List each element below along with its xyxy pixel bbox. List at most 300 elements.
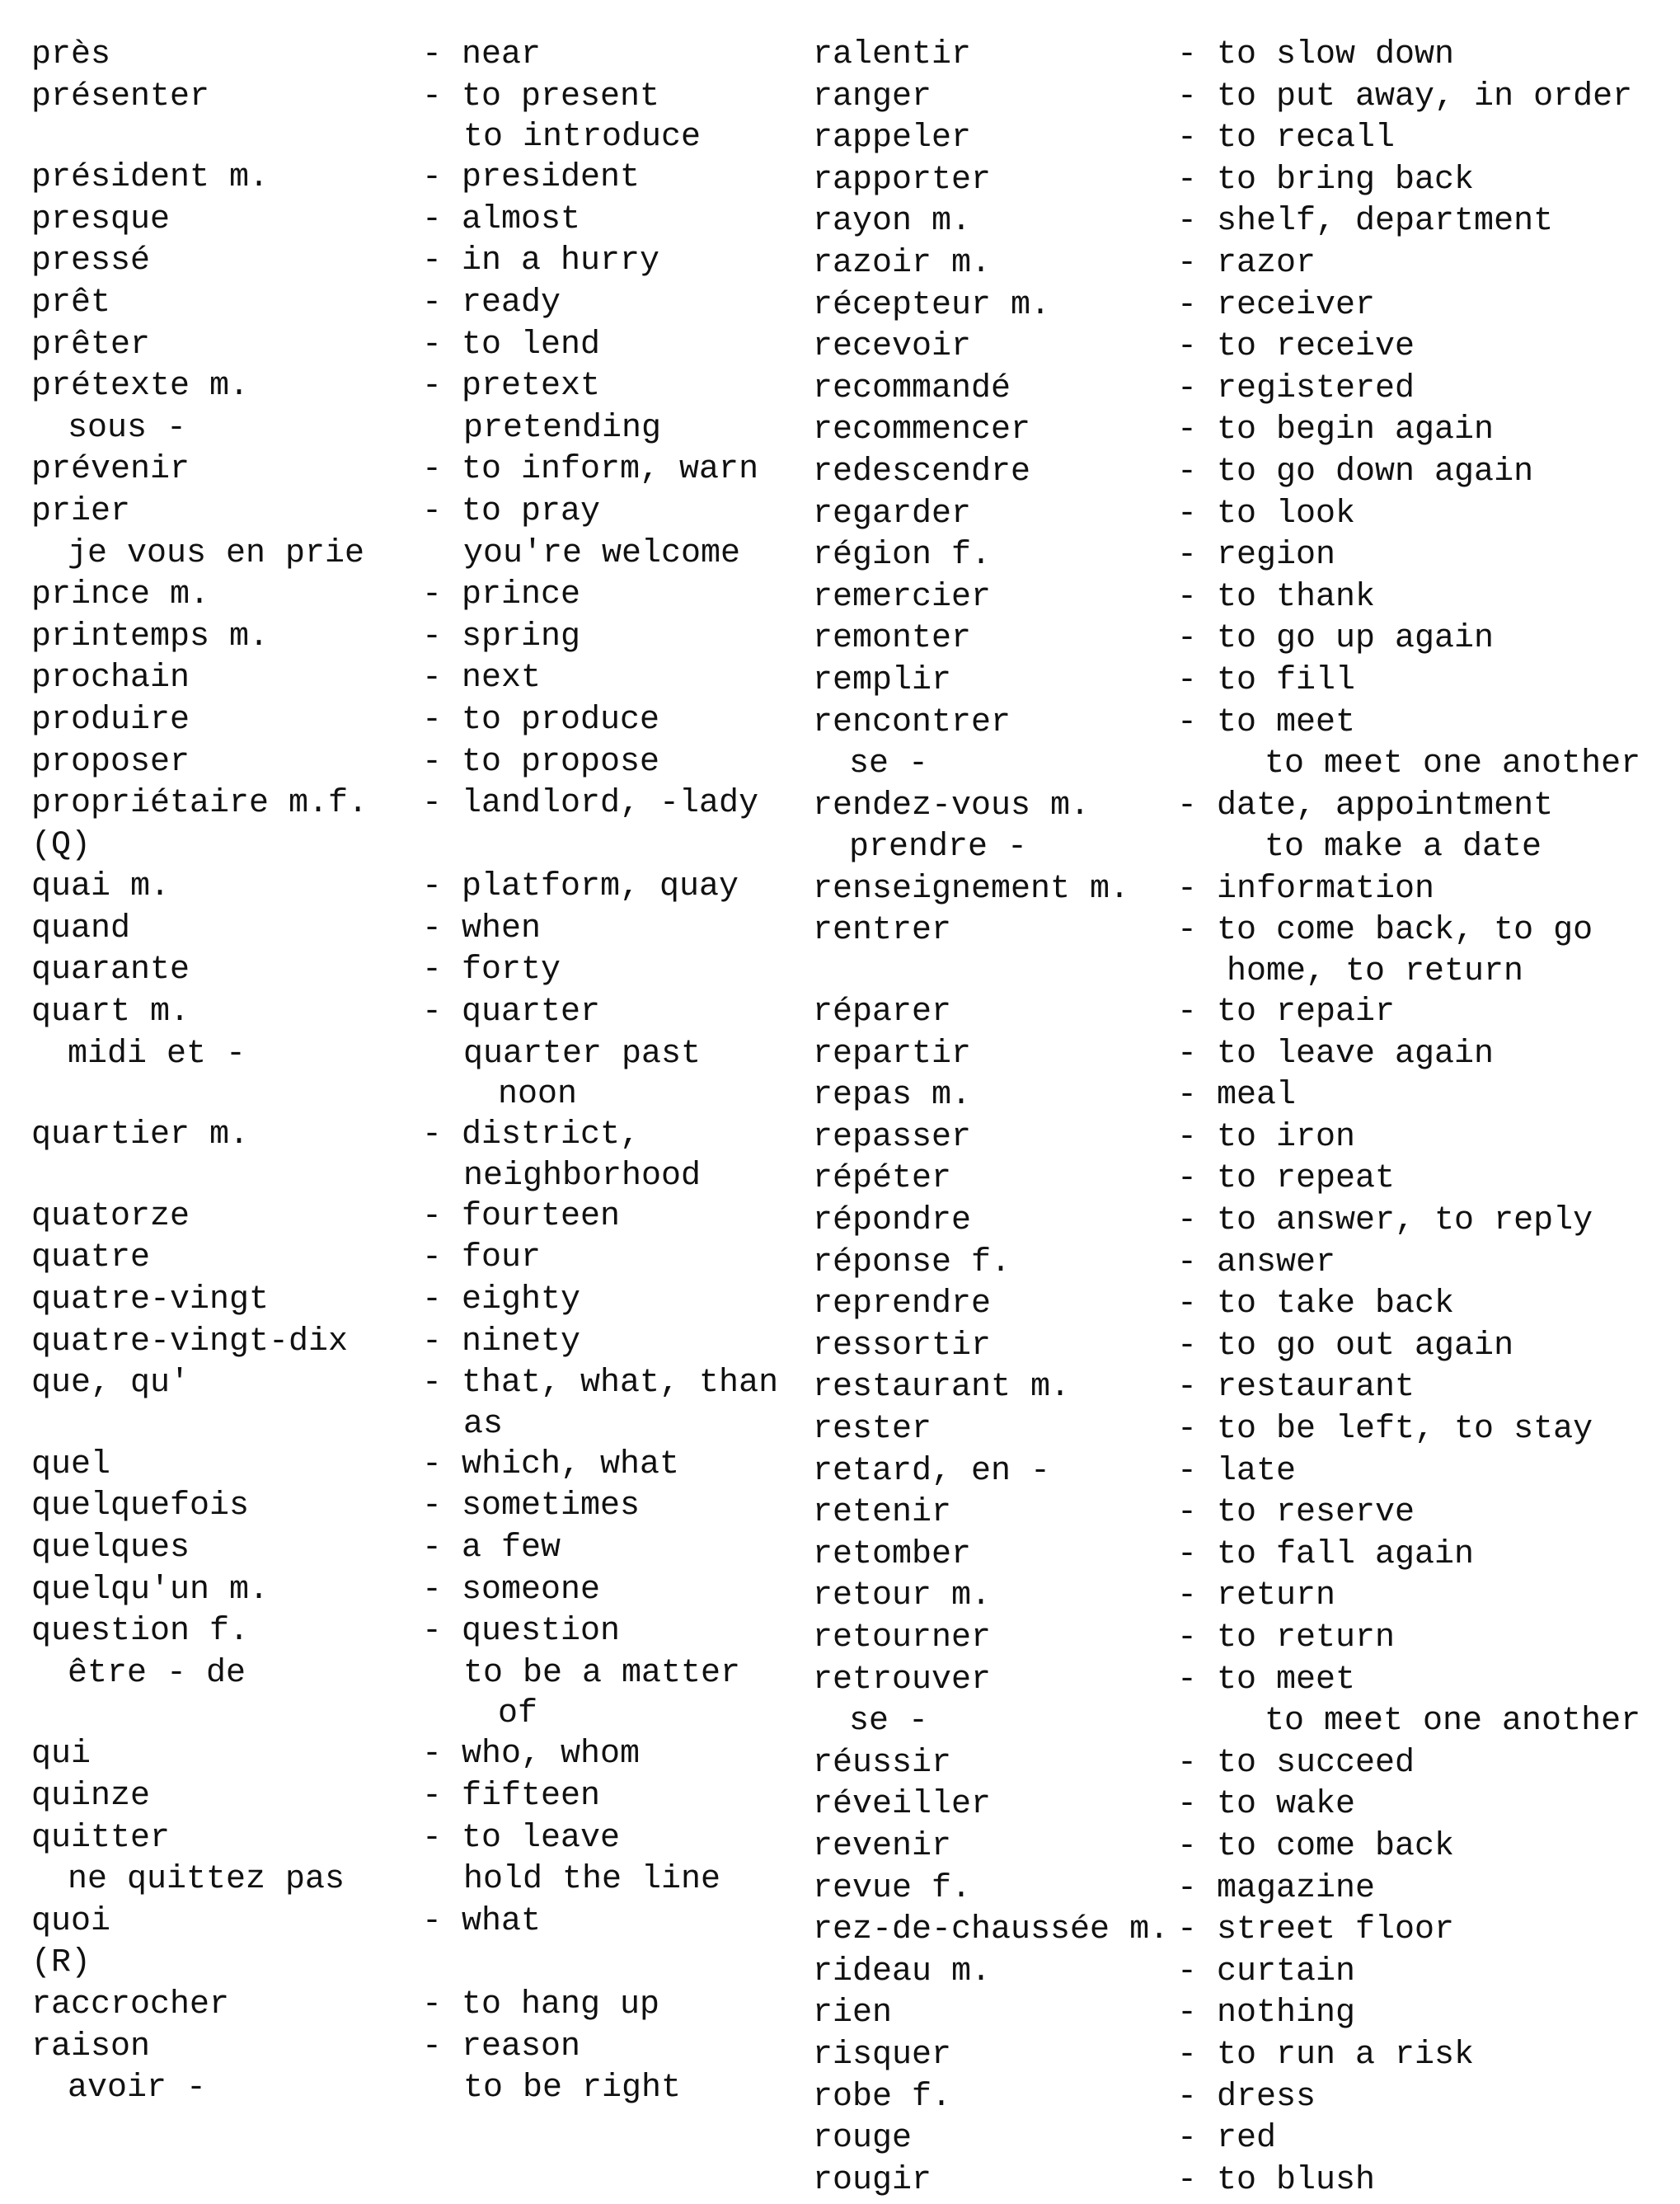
- french-term: raccrocher: [31, 1985, 230, 2023]
- french-term: redescendre: [813, 453, 1031, 491]
- french-term: sous -: [68, 409, 187, 447]
- english-translation: - district,: [422, 1116, 641, 1154]
- vocab-entry: [31, 1322, 856, 1364]
- french-term: quartier m.: [31, 1116, 250, 1154]
- vocab-entry: [813, 618, 1637, 660]
- french-term: rouge: [813, 2120, 913, 2158]
- english-translation: - red: [1177, 2120, 1277, 2158]
- vocab-entry: [31, 1818, 856, 1860]
- vocab-entry: [813, 410, 1637, 452]
- vocab-entry: [813, 2077, 1637, 2119]
- vocab-entry: [813, 910, 1637, 952]
- vocab-entry: [31, 1115, 856, 1157]
- vocab-entry: [813, 1117, 1637, 1159]
- french-term: répéter: [813, 1160, 952, 1198]
- english-translation: - fifteen: [422, 1777, 601, 1815]
- french-term: avoir -: [68, 2070, 207, 2108]
- english-translation: - return: [1177, 1577, 1336, 1615]
- vocab-entry: [31, 449, 856, 491]
- english-translation: - ready: [422, 284, 561, 322]
- english-translation: - near: [422, 36, 542, 73]
- english-translation: to meet one another: [1265, 745, 1641, 783]
- vocab-entry: [813, 1618, 1637, 1660]
- french-term: retenir: [813, 1494, 952, 1532]
- vocab-entry: [813, 327, 1637, 369]
- english-translation: - a few: [422, 1530, 561, 1567]
- vocab-entry: [31, 491, 856, 533]
- vocab-entry: [813, 1075, 1637, 1117]
- english-translation: of: [498, 1695, 538, 1733]
- french-term: regarder: [813, 495, 972, 533]
- vocab-entry: [813, 1158, 1637, 1201]
- vocab-entry: [813, 992, 1637, 1034]
- french-term: quel: [31, 1445, 111, 1483]
- english-translation: - razor: [1177, 244, 1316, 282]
- english-translation: - to bring back: [1177, 161, 1475, 199]
- french-term: quelquefois: [31, 1487, 250, 1525]
- english-translation: - pretext: [422, 368, 601, 406]
- french-term: quarante: [31, 952, 190, 989]
- vocab-entry: [813, 869, 1637, 911]
- french-term: présenter: [31, 78, 210, 115]
- english-translation: - to wake: [1177, 1786, 1356, 1824]
- english-translation: - four: [422, 1239, 542, 1277]
- section-heading: [31, 1943, 856, 1985]
- vocab-entry: [813, 1701, 1641, 1743]
- french-term: rayon m.: [813, 203, 972, 241]
- french-term: prendre -: [849, 829, 1028, 867]
- french-term: ne quittez pas: [68, 1861, 345, 1899]
- french-term: pressé: [31, 242, 151, 280]
- english-translation: - to leave: [422, 1819, 621, 1857]
- french-term: retourner: [813, 1619, 992, 1657]
- english-translation: neighborhood: [463, 1157, 702, 1195]
- english-translation: you're welcome: [463, 534, 741, 572]
- english-translation: - receiver: [1177, 286, 1376, 324]
- french-term: prétexte m.: [31, 368, 250, 406]
- french-term: quelqu'un m.: [31, 1571, 270, 1609]
- english-translation: - to go up again: [1177, 620, 1495, 658]
- english-translation: - to receive: [1177, 328, 1415, 366]
- vocab-entry: [31, 950, 856, 992]
- vocab-entry: [31, 1570, 856, 1612]
- vocab-entry: [31, 867, 856, 909]
- french-term: ralentir: [813, 36, 972, 73]
- vocab-entry: [813, 1534, 1637, 1577]
- french-term: se -: [849, 1703, 929, 1741]
- vocab-entry: [813, 577, 1637, 619]
- french-term: raison: [31, 2028, 151, 2065]
- french-term: recommandé: [813, 369, 1011, 407]
- vocab-entry: [813, 2035, 1637, 2077]
- english-translation: - to lend: [422, 326, 601, 364]
- vocab-entry: [813, 660, 1637, 703]
- vocab-entry: [31, 1363, 856, 1405]
- vocab-entry: [813, 1826, 1637, 1868]
- vocab-entry: [813, 744, 1641, 786]
- french-term: remplir: [813, 661, 952, 699]
- french-term: quinze: [31, 1777, 151, 1815]
- vocab-entry: [31, 1445, 856, 1487]
- english-translation: to be right: [463, 2070, 682, 2108]
- english-translation: quarter past: [463, 1035, 702, 1073]
- vocab-entry: [813, 201, 1637, 243]
- english-translation: - to come back, to go: [1177, 912, 1593, 950]
- french-term: (R): [31, 1944, 92, 1982]
- vocab-entry: [31, 2027, 856, 2069]
- english-translation: - to go down again: [1177, 453, 1534, 491]
- french-term: répondre: [813, 1202, 972, 1240]
- french-term: quart m.: [31, 994, 190, 1032]
- vocab-entry: [813, 1201, 1637, 1243]
- vocab-entry: [31, 658, 856, 700]
- english-translation: - to go out again: [1177, 1327, 1514, 1365]
- vocab-entry: [31, 1196, 856, 1238]
- english-translation: - to inform, warn: [422, 451, 759, 489]
- french-term: robe f.: [813, 2078, 952, 2116]
- english-translation: - to repair: [1177, 994, 1396, 1032]
- french-term: ressortir: [813, 1327, 992, 1365]
- english-translation: to be a matter: [463, 1654, 741, 1692]
- vocab-entry: [813, 1451, 1637, 1493]
- english-translation: - to slow down: [1177, 36, 1455, 73]
- english-translation: to meet one another: [1265, 1703, 1641, 1741]
- english-translation: as: [463, 1405, 504, 1443]
- english-translation: - question: [422, 1613, 621, 1651]
- left-column: [31, 35, 856, 2110]
- english-translation: - prince: [422, 576, 581, 614]
- french-term: réparer: [813, 994, 952, 1032]
- vocab-entry: [31, 77, 856, 119]
- english-translation: - street floor: [1177, 1911, 1455, 1949]
- french-term: remercier: [813, 578, 992, 616]
- english-translation: - to come back: [1177, 1827, 1455, 1865]
- french-term: rester: [813, 1411, 932, 1448]
- french-term: midi et -: [68, 1035, 246, 1073]
- vocab-entry: [813, 1784, 1637, 1826]
- french-term: question f.: [31, 1613, 250, 1651]
- french-term: quai m.: [31, 868, 171, 906]
- english-translation: - almost: [422, 200, 581, 238]
- english-translation: - dress: [1177, 2078, 1316, 2116]
- english-translation: - to produce: [422, 701, 660, 739]
- english-translation: - to answer, to reply: [1177, 1202, 1593, 1240]
- english-translation: - quarter: [422, 994, 601, 1032]
- vocab-entry: [31, 1486, 856, 1528]
- english-translation: - to blush: [1177, 2161, 1376, 2199]
- english-translation: - forty: [422, 952, 561, 989]
- vocab-entry: [813, 1868, 1637, 1910]
- vocab-entry: [813, 535, 1637, 577]
- english-translation: - to pray: [422, 492, 601, 530]
- vocab-entry: [31, 2068, 856, 2110]
- english-translation: - region: [1177, 537, 1336, 575]
- french-term: rappeler: [813, 120, 972, 157]
- vocab-entry: [813, 2118, 1637, 2160]
- english-translation: - information: [1177, 870, 1435, 908]
- vocab-entry: [813, 77, 1637, 119]
- vocab-entry: [813, 35, 1637, 77]
- french-term: recevoir: [813, 328, 972, 366]
- vocab-entry: [31, 1901, 856, 1943]
- vocab-entry: [31, 1528, 856, 1570]
- french-term: repartir: [813, 1035, 972, 1073]
- vocab-entry: [31, 1653, 856, 1695]
- vocab-entry: [813, 1743, 1637, 1785]
- english-translation: - to return: [1177, 1619, 1396, 1657]
- french-term: produire: [31, 701, 190, 739]
- english-translation: - magazine: [1177, 1869, 1376, 1907]
- english-translation: - that, what, than: [422, 1365, 779, 1403]
- french-term: razoir m.: [813, 244, 992, 282]
- vocab-entry: [813, 952, 1637, 992]
- vocab-entry: [813, 1243, 1637, 1285]
- french-term: réveiller: [813, 1786, 992, 1824]
- english-translation: - next: [422, 660, 542, 698]
- english-translation: to make a date: [1265, 829, 1542, 867]
- english-translation: - landlord, -lady: [422, 785, 759, 823]
- french-term: rencontrer: [813, 703, 1011, 741]
- vocab-entry: [813, 786, 1637, 828]
- french-term: quitter: [31, 1819, 171, 1857]
- english-translation: - spring: [422, 618, 581, 656]
- french-term: remonter: [813, 620, 972, 658]
- french-term: prévenir: [31, 451, 190, 489]
- english-translation: - what: [422, 1902, 542, 1940]
- french-term: rentrer: [813, 912, 952, 950]
- english-translation: - which, what: [422, 1445, 680, 1483]
- french-term: prochain: [31, 660, 190, 698]
- vocab-entry: [31, 1734, 856, 1776]
- vocab-entry: [31, 742, 856, 784]
- french-term: prêt: [31, 284, 111, 322]
- french-term: prince m.: [31, 576, 210, 614]
- english-translation: - to thank: [1177, 578, 1376, 616]
- french-term: récepteur m.: [813, 286, 1051, 324]
- english-translation: - answer: [1177, 1243, 1336, 1281]
- vocab-entry: [813, 1952, 1637, 1994]
- french-term: rien: [813, 1995, 893, 2032]
- french-term: rougir: [813, 2161, 932, 2199]
- english-translation: - meal: [1177, 1077, 1297, 1115]
- french-term: se -: [849, 745, 929, 783]
- right-column: [813, 35, 1641, 2202]
- vocab-entry: [31, 325, 856, 367]
- french-term: retomber: [813, 1535, 972, 1573]
- english-translation: - fourteen: [422, 1197, 621, 1235]
- vocab-entry: [813, 1993, 1637, 2035]
- french-term: retour m.: [813, 1577, 992, 1615]
- french-term: je vous en prie: [68, 534, 365, 572]
- vocab-entry: [31, 118, 856, 157]
- english-translation: hold the line: [463, 1861, 721, 1899]
- english-translation: to introduce: [463, 119, 702, 157]
- vocab-entry: [31, 700, 856, 742]
- french-term: printemps m.: [31, 618, 270, 656]
- french-term: reprendre: [813, 1285, 992, 1323]
- vocab-entry: [31, 1034, 856, 1076]
- vocab-entry: [813, 2160, 1637, 2202]
- english-translation: - to hang up: [422, 1985, 660, 2023]
- vocab-entry: [31, 575, 856, 617]
- french-term: (Q): [31, 826, 92, 864]
- english-translation: - to put away, in order: [1177, 78, 1633, 115]
- english-translation: - in a hurry: [422, 242, 660, 280]
- vocab-entry: [31, 1985, 856, 2027]
- vocab-entry: [813, 1326, 1637, 1368]
- english-translation: - reason: [422, 2028, 581, 2065]
- english-translation: - to reserve: [1177, 1494, 1415, 1532]
- english-translation: - when: [422, 909, 542, 947]
- english-translation: - to meet: [1177, 1661, 1356, 1699]
- french-term: quoi: [31, 1902, 111, 1940]
- vocab-entry: [31, 366, 856, 408]
- french-term: repasser: [813, 1118, 972, 1156]
- french-term: que, qu': [31, 1365, 190, 1403]
- english-translation: - registered: [1177, 369, 1415, 407]
- french-term: ranger: [813, 78, 932, 115]
- french-term: renseignement m.: [813, 870, 1130, 908]
- vocab-entry: [813, 1660, 1637, 1702]
- english-translation: - who, whom: [422, 1736, 641, 1774]
- english-translation: - nothing: [1177, 1995, 1356, 2032]
- vocab-entry: [813, 243, 1637, 285]
- english-translation: - ninety: [422, 1323, 581, 1360]
- vocab-entry: [31, 1280, 856, 1322]
- french-term: réussir: [813, 1744, 952, 1782]
- english-translation: pretending: [463, 409, 662, 447]
- english-translation: - eighty: [422, 1281, 581, 1319]
- english-translation: - to succeed: [1177, 1744, 1415, 1782]
- english-translation: - to fall again: [1177, 1535, 1475, 1573]
- vocab-entry: [813, 285, 1637, 327]
- french-term: quatre: [31, 1239, 151, 1277]
- section-heading: [31, 825, 856, 867]
- vocab-entry: [31, 35, 856, 77]
- vocab-entry: [31, 1859, 856, 1901]
- french-term: prier: [31, 492, 131, 530]
- english-translation: - shelf, department: [1177, 203, 1554, 241]
- french-term: repas m.: [813, 1077, 972, 1115]
- english-translation: noon: [498, 1076, 578, 1114]
- french-term: retard, en -: [813, 1452, 1051, 1490]
- english-translation: - restaurant: [1177, 1369, 1415, 1407]
- vocab-entry: [813, 827, 1637, 869]
- english-translation: - sometimes: [422, 1487, 641, 1525]
- vocab-entry: [31, 1776, 856, 1818]
- vocab-entry: [31, 1157, 856, 1196]
- vocab-entry: [813, 1576, 1637, 1618]
- english-translation: - to repeat: [1177, 1160, 1396, 1198]
- vocab-entry: [31, 1405, 856, 1445]
- french-term: rez-de-chaussée m.: [813, 1911, 1170, 1949]
- vocab-entry: [813, 452, 1637, 494]
- vocab-entry: [813, 369, 1637, 411]
- french-term: propriétaire m.f.: [31, 785, 368, 823]
- english-translation: - to take back: [1177, 1285, 1455, 1323]
- vocab-entry: [31, 283, 856, 325]
- english-translation: - curtain: [1177, 1953, 1356, 1990]
- french-term: proposer: [31, 743, 190, 781]
- vocab-entry: [813, 1409, 1637, 1451]
- vocab-entry: [813, 494, 1637, 536]
- english-translation: - to run a risk: [1177, 2036, 1475, 2074]
- english-translation: home, to return: [1227, 953, 1524, 991]
- french-term: recommencer: [813, 411, 1031, 449]
- french-term: revenir: [813, 1827, 952, 1865]
- english-translation: - to fill: [1177, 661, 1356, 699]
- english-translation: - someone: [422, 1571, 601, 1609]
- vocab-entry: [31, 241, 856, 283]
- french-term: quatorze: [31, 1197, 190, 1235]
- vocab-entry: [31, 200, 856, 242]
- vocab-entry: [31, 1238, 856, 1280]
- english-translation: - platform, quay: [422, 868, 739, 906]
- french-term: risquer: [813, 2036, 952, 2074]
- english-translation: - to be left, to stay: [1177, 1411, 1593, 1448]
- english-translation: - to propose: [422, 743, 660, 781]
- vocab-entry: [31, 1075, 856, 1115]
- english-translation: - to begin again: [1177, 411, 1495, 449]
- french-term: revue f.: [813, 1869, 972, 1907]
- vocab-entry: [31, 1611, 856, 1653]
- english-translation: - to meet: [1177, 703, 1356, 741]
- french-term: quatre-vingt-dix: [31, 1323, 349, 1360]
- vocab-entry: [31, 408, 856, 450]
- vocab-entry: [31, 909, 856, 951]
- french-term: rendez-vous m.: [813, 787, 1091, 825]
- vocab-entry: [31, 992, 856, 1034]
- english-translation: - to look: [1177, 495, 1356, 533]
- vocab-entry: [813, 1492, 1637, 1534]
- french-term: président m.: [31, 159, 270, 197]
- vocab-entry: [813, 703, 1637, 745]
- vocab-entry: [31, 617, 856, 659]
- english-translation: - to present: [422, 78, 660, 115]
- english-translation: - to leave again: [1177, 1035, 1495, 1073]
- french-term: qui: [31, 1736, 92, 1774]
- vocab-entry: [31, 157, 856, 200]
- english-translation: - president: [422, 159, 641, 197]
- french-term: quatre-vingt: [31, 1281, 270, 1319]
- vocab-entry: [813, 1910, 1637, 1952]
- vocab-entry: [31, 533, 856, 576]
- french-term: prêter: [31, 326, 151, 364]
- french-term: rapporter: [813, 161, 992, 199]
- french-term: près: [31, 36, 111, 73]
- vocab-entry: [813, 1367, 1637, 1409]
- french-term: quand: [31, 909, 131, 947]
- english-translation: - late: [1177, 1452, 1297, 1490]
- english-translation: - date, appointment: [1177, 787, 1554, 825]
- french-term: presque: [31, 200, 171, 238]
- english-translation: - to recall: [1177, 120, 1396, 157]
- french-term: région f.: [813, 537, 992, 575]
- french-term: quelques: [31, 1530, 190, 1567]
- vocab-entry: [31, 783, 856, 825]
- french-term: rideau m.: [813, 1953, 992, 1990]
- vocab-entry: [813, 1284, 1637, 1326]
- vocab-entry: [31, 1694, 856, 1734]
- vocab-entry: [813, 1034, 1637, 1076]
- vocab-entry: [813, 118, 1637, 160]
- french-term: être - de: [68, 1654, 246, 1692]
- english-translation: - to iron: [1177, 1118, 1356, 1156]
- french-term: restaurant m.: [813, 1369, 1071, 1407]
- french-term: retrouver: [813, 1661, 992, 1699]
- vocab-entry: [813, 160, 1637, 202]
- french-term: réponse f.: [813, 1243, 1011, 1281]
